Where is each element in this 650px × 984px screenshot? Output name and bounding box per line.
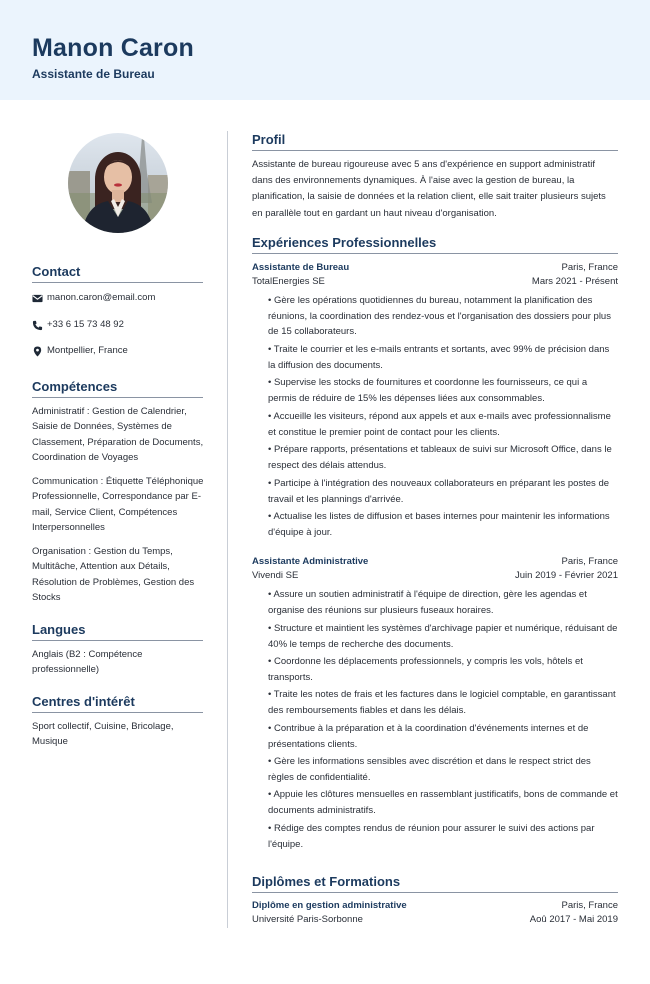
mail-icon (32, 293, 43, 304)
job-bullet: • Appuie les clôtures mensuelles en rassemblant justificatifs, bons de commande et documents administratifs. (268, 789, 618, 816)
resume-header (0, 0, 650, 100)
job-bullet: • Rédige des comptes rendus de réunion pour assurer le suivi des actions par l'équipe. (268, 823, 595, 850)
job-bullet: • Supervise les stocks de fournitures et coordonne les fournisseurs, ce qui a permis de réduire de 15% les dépenses liées aux consommables. (268, 377, 588, 404)
job-dates: Mars 2021 - Présent (531, 276, 618, 287)
job-company: Vivendi SE (252, 570, 299, 581)
contact-location (32, 344, 203, 358)
education-school: Université Paris-Sorbonne (252, 914, 363, 925)
job-company: TotalEnergies SE (252, 276, 325, 287)
job-bullet: • Accueille les visiteurs, répond aux appels et aux e-mails avec professionnalisme et constitue le premier point de contact pour les clients. (268, 411, 611, 438)
skills-heading: Compétences (32, 379, 203, 398)
skill-group: Communication : Étiquette Téléphonique Professionnelle, Correspondance par E-mail, Service Client, Compétences Interpersonnelles (32, 476, 204, 534)
contact-phone[interactable] (32, 318, 203, 332)
email-text: manon.caron@email.com (47, 292, 156, 303)
column-divider (227, 131, 228, 928)
job-title: Assistante de Bureau (32, 67, 155, 81)
job-dates: Juin 2019 - Février 2021 (515, 570, 618, 581)
education-dates: Aoû 2017 - Mai 2019 (529, 914, 618, 925)
experience-heading: Expériences Professionnelles (252, 235, 618, 254)
job-bullet: • Gère les informations sensibles avec discrétion et dans le respect strict des règles de confidentialité. (268, 756, 591, 783)
languages-heading: Langues (32, 622, 203, 641)
job-bullet: • Structure et maintient les systèmes d'archivage papier et numérique, réduisant de 40% le temps de recherche des documents. (268, 623, 618, 650)
job-bullet: • Traite les notes de frais et les factures dans le logiciel comptable, en garantissant des remboursements fiables et dans les délais. (268, 689, 616, 716)
location-pin-icon (32, 346, 43, 357)
education-location: Paris, France (561, 900, 618, 911)
education-heading: Diplômes et Formations (252, 874, 618, 893)
phone-icon (32, 320, 43, 331)
profile-photo (68, 133, 168, 233)
skill-group: Organisation : Gestion du Temps, Multitâche, Attention aux Détails, Résolution de Problèmes, Gestion des Stocks (32, 546, 195, 604)
degree-title: Diplôme en gestion administrative (252, 900, 407, 911)
interests-heading: Centres d'intérêt (32, 694, 203, 713)
job-bullet: • Traite le courrier et les e-mails entrants et sortants, avec 99% de précision dans la diffusion des documents. (268, 344, 610, 371)
profile-heading: Profil (252, 132, 618, 151)
candidate-name: Manon Caron (32, 34, 194, 62)
job-title: Assistante Administrative (252, 556, 369, 567)
job-bullet: • Gère les opérations quotidiennes du bureau, notamment la planification des réunions, la coordination des rendez-vous et l'organisation des dossiers pour plus de 15 collaborateurs. (268, 295, 611, 337)
job-bullet: • Assure un soutien administratif à l'équipe de direction, gère les agendas et organise des réunions sur plusieurs fuseaux horaires. (268, 589, 587, 616)
job-location: Paris, France (561, 262, 618, 273)
job-bullet: • Coordonne les déplacements professionnels, y compris les vols, hôtels et transports. (268, 656, 583, 683)
job-location: Paris, France (561, 556, 618, 567)
job-bullet: • Participe à l'intégration des nouveaux collaborateurs en préparant les postes de travail et les plannings d'arrivée. (268, 478, 610, 505)
skill-group: Administratif : Gestion de Calendrier, Saisie de Données, Systèmes de Classement, Préparation de Documents, Coordination de Voyages (32, 406, 204, 464)
contact-email[interactable] (32, 291, 203, 305)
contact-heading: Contact (32, 264, 203, 283)
language-item: Anglais (B2 : Compétence professionnelle) (32, 649, 143, 676)
location-text: Montpellier, France (47, 345, 128, 356)
interests-text: Sport collectif, Cuisine, Bricolage, Musique (32, 721, 174, 748)
job-bullet: • Actualise les listes de diffusion et bases internes pour maintenir les informations d'équipe à jour. (268, 511, 610, 538)
job-bullet: • Prépare rapports, présentations et tableaux de suivi sur Microsoft Office, dans le respect des délais attendus. (268, 444, 612, 471)
phone-text: +33 6 15 73 48 92 (47, 319, 124, 330)
job-bullet: • Contribue à la préparation et à la coordination d'événements internes et de présentations clients. (268, 723, 589, 750)
profile-summary: Assistante de bureau rigoureuse avec 5 ans d'expérience en support administratif dans des environnements dynamiques. À l'aise avec la gestion de bureau, la planification, la saisie de données et la relation client, elle sait traiter plusieurs sujets en parallèle tout en gardant un haut niveau d'organisation. (252, 159, 606, 219)
job-title: Assistante de Bureau (252, 262, 350, 273)
